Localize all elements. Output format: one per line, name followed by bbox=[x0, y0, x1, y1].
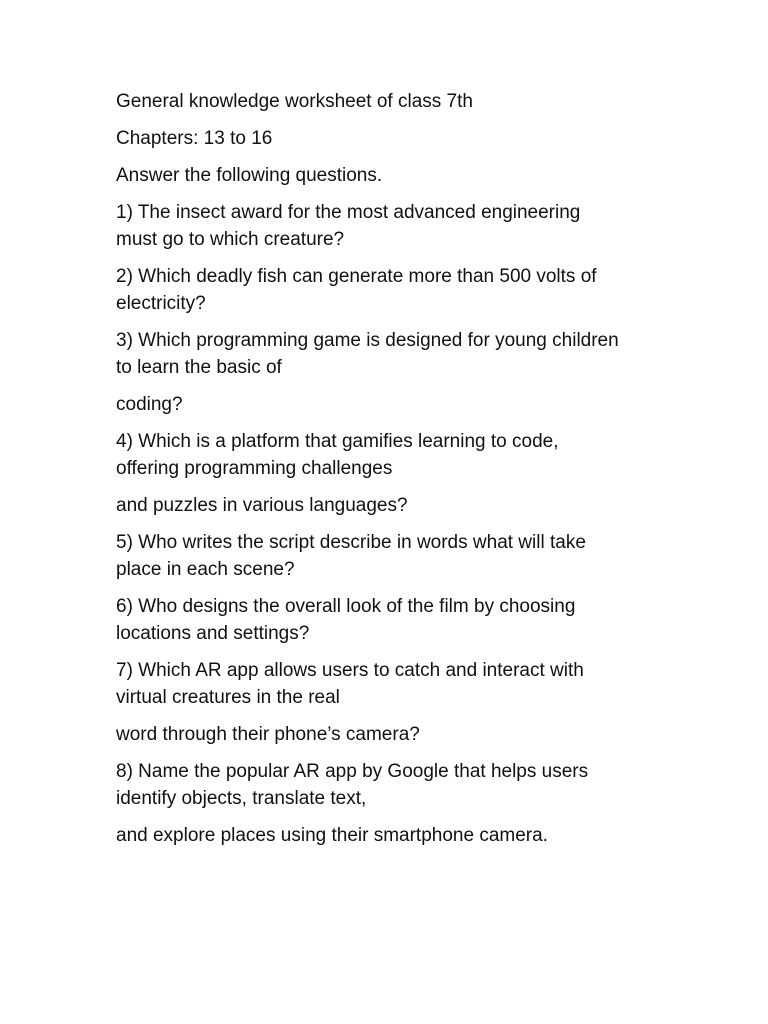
question-paragraph bbox=[116, 492, 676, 519]
chapters-line: Chapters: 13 to 16 bbox=[116, 128, 273, 149]
text-line: and explore places using their smartphone camera. bbox=[116, 825, 548, 846]
text-line: 1) The insect award for the most advanced engineering bbox=[116, 202, 581, 223]
question-paragraph bbox=[116, 529, 676, 583]
text-line: 2) Which deadly fish can generate more than 500 volts of bbox=[116, 266, 597, 287]
text-line: identify objects, translate text, bbox=[116, 788, 367, 809]
question-paragraph bbox=[116, 822, 676, 849]
question-paragraph bbox=[116, 327, 676, 381]
text-line: 4) Which is a platform that gamifies learning to code, bbox=[116, 431, 559, 452]
text-line: locations and settings? bbox=[116, 623, 310, 644]
text-line: and puzzles in various languages? bbox=[116, 495, 408, 516]
question-paragraph bbox=[116, 657, 676, 711]
text-line: 8) Name the popular AR app by Google that helps users bbox=[116, 761, 589, 782]
worksheet-body bbox=[116, 88, 676, 859]
text-line: offering programming challenges bbox=[116, 458, 393, 479]
question-paragraph bbox=[116, 593, 676, 647]
text-line: word through their phone’s camera? bbox=[116, 724, 420, 745]
text-line: coding? bbox=[116, 394, 183, 415]
text-line: 3) Which programming game is designed for young children bbox=[116, 330, 619, 351]
question-paragraph bbox=[116, 428, 676, 482]
question-paragraph bbox=[116, 391, 676, 418]
question-paragraph bbox=[116, 721, 676, 748]
text-line: electricity? bbox=[116, 293, 206, 314]
question-paragraph bbox=[116, 263, 676, 317]
question-paragraph bbox=[116, 758, 676, 812]
text-line: place in each scene? bbox=[116, 559, 295, 580]
worksheet-title: General knowledge worksheet of class 7th bbox=[116, 91, 473, 112]
text-line: 7) Which AR app allows users to catch and interact with bbox=[116, 660, 584, 681]
text-line: virtual creatures in the real bbox=[116, 687, 340, 708]
text-line: 5) Who writes the script describe in words what will take bbox=[116, 532, 586, 553]
instruction-line: Answer the following questions. bbox=[116, 165, 383, 186]
text-line: must go to which creature? bbox=[116, 229, 345, 250]
text-line: 6) Who designs the overall look of the film by choosing bbox=[116, 596, 576, 617]
question-list bbox=[116, 199, 676, 849]
question-paragraph bbox=[116, 199, 676, 253]
text-line: to learn the basic of bbox=[116, 357, 282, 378]
